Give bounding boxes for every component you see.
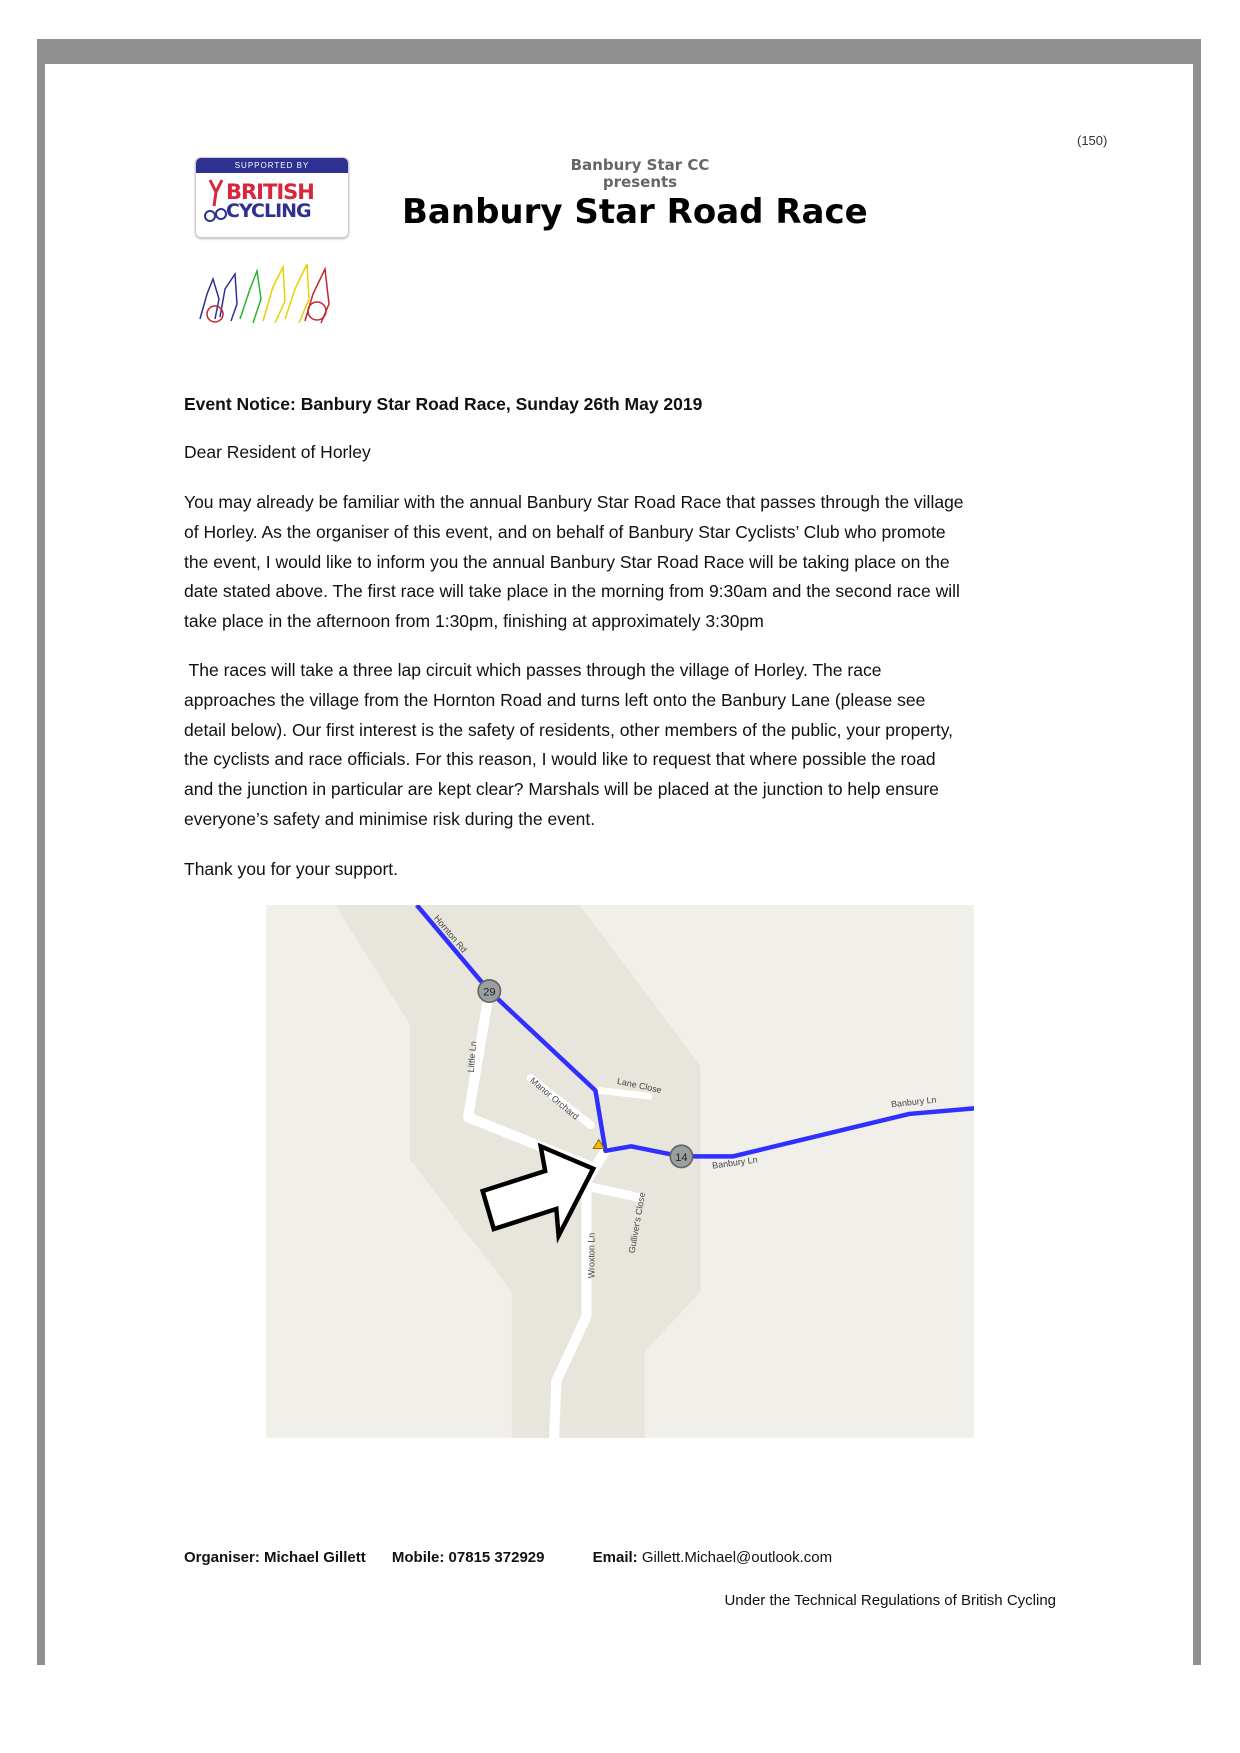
marker-14-label: 14 — [675, 1151, 688, 1164]
marker-29 — [478, 980, 500, 1002]
british-cycling-logo — [195, 157, 349, 238]
presents-text: presents — [602, 173, 678, 191]
route-map — [266, 905, 974, 1438]
page-title: Banbury Star Road Race — [402, 192, 868, 232]
map-label: Wroxton Ln — [586, 1232, 597, 1279]
closing: Thank you for your support. — [184, 859, 398, 879]
text-line: of Horley. As the organiser of this event, and on behalf of Banbury Star Cyclists’ Club who promote — [184, 521, 946, 542]
text-line: take place in the afternoon from 1:30pm, finishing at approximately 3:30pm — [184, 611, 764, 632]
map-label: Banbury Ln — [890, 1094, 937, 1110]
text-line: date stated above. The first race will take place in the morning from 9:30am and the second race will — [184, 581, 960, 602]
club-name — [500, 157, 780, 191]
text-line: approaches the village from the Hornton Road and turns left onto the Banbury Lane (please see — [184, 689, 926, 710]
logo-british: BRITISH — [226, 180, 314, 204]
paragraph-1 — [184, 488, 1064, 637]
mobile: Mobile: 07815 372929 — [391, 1549, 545, 1566]
footer-contact — [184, 1549, 832, 1566]
map-label: Lane Close — [616, 1075, 663, 1096]
text-line: The races will take a three lap circuit which passes through the village of Horley. The race — [184, 660, 882, 680]
map-label: Banbury Ln — [711, 1154, 759, 1171]
riders-logo-icon — [195, 259, 335, 325]
text-line: the event, I would like to inform you the annual Banbury Star Road Race will be taking place on the — [184, 551, 950, 572]
map-label: Gulliver's Close — [626, 1191, 648, 1254]
text-line: everyone’s safety and minimise risk during the event. — [184, 808, 596, 829]
map-label: Little Ln — [465, 1040, 479, 1073]
text-line: You may already be familiar with the annual Banbury Star Road Race that passes through the village — [184, 492, 964, 512]
map-label: Manor Orchard — [528, 1075, 581, 1122]
regulations-note: Under the Technical Regulations of British Cycling — [724, 1592, 1056, 1609]
email-label: Email: — [592, 1549, 638, 1566]
logo-support-text: SUPPORTED BY — [196, 158, 348, 173]
email-value: Gillett.Michael@outlook.com — [637, 1549, 833, 1566]
paragraph-2 — [184, 656, 1064, 835]
club-title: Banbury Star CC — [570, 156, 710, 174]
text-line: detail below). Our first interest is the safety of residents, other members of the public, your property, — [184, 719, 954, 740]
page-number: (150) — [1077, 133, 1108, 148]
text-line: and the junction in particular are kept clear? Marshals will be placed at the junction to help ensure — [184, 779, 939, 800]
marker-14 — [670, 1145, 692, 1167]
event-subject: Event Notice: Banbury Star Road Race, Sunday 26th May 2019 — [184, 394, 703, 414]
logo-cycling: CYCLING — [226, 200, 311, 222]
organiser: Organiser: Michael Gillett — [184, 1549, 366, 1566]
greeting: Dear Resident of Horley — [184, 442, 371, 462]
marker-29-label: 29 — [483, 986, 496, 999]
cyclist-icon — [204, 178, 228, 228]
text-line: the cyclists and race officials. For this reason, I would like to request that where possible the road — [184, 749, 936, 770]
map-label: Hornton Rd — [431, 913, 469, 955]
